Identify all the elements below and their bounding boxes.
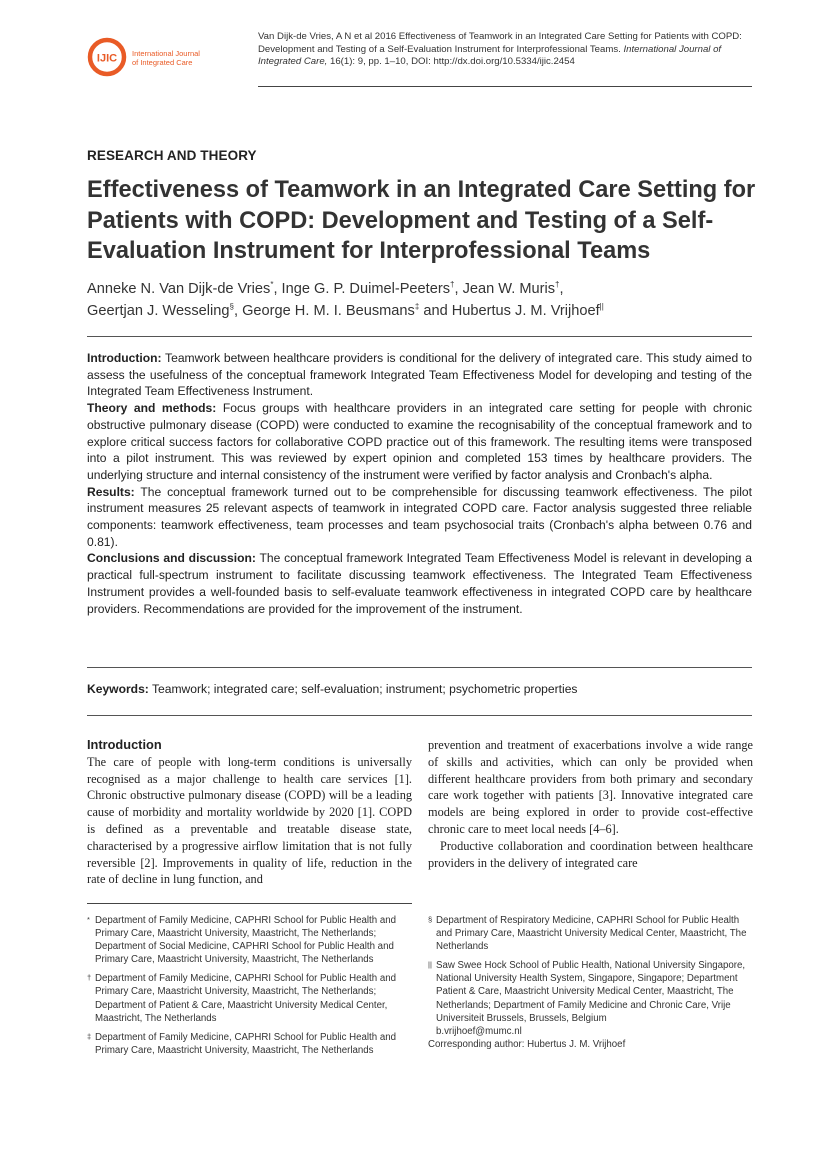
- affiliation-footnote: [87, 972, 412, 1024]
- author-separator: and: [419, 303, 452, 319]
- author-affiliation-mark: †: [450, 280, 455, 290]
- author-list: [87, 278, 767, 322]
- footnote-list: [428, 914, 753, 1025]
- abstract-top-divider: [87, 336, 752, 337]
- abstract-results-text: The conceptual framework turned out to be comprehensible for discussing teamwork effectiveness. The pilot instrument measures 25 relevant aspects of teamwork in integrated COPD care. Factor analysis suggested three reliable components: teamwork effectiveness, team processes and team psychosocial traits (Cronbach's alpha between 0.76 and 0.81).: [87, 484, 752, 549]
- logo-line-2: of Integrated Care: [132, 58, 193, 67]
- corresponding-author: Corresponding author: Hubertus J. M. Vrijhoef: [428, 1038, 626, 1050]
- footnote-mark: *: [87, 915, 90, 924]
- author-name: George H. M. I. Beusmans: [242, 303, 415, 319]
- abstract-conclusions: [87, 550, 752, 617]
- body-column-right: [428, 737, 753, 871]
- author-name: Geertjan J. Wesseling: [87, 303, 230, 319]
- section-label: RESEARCH AND THEORY: [87, 148, 257, 163]
- header-divider: [258, 86, 752, 87]
- abstract: [87, 350, 752, 617]
- author-separator: ,: [273, 281, 282, 297]
- citation-header: [258, 31, 752, 69]
- author-affiliation-mark: ||: [599, 302, 604, 312]
- ijic-logo-icon: [87, 37, 127, 77]
- svg-text:IJIC: IJIC: [96, 52, 118, 65]
- abstract-methods: [87, 400, 752, 484]
- author-affiliation-mark: §: [229, 302, 234, 312]
- abstract-results-label: Results:: [87, 484, 135, 499]
- author-separator: ,: [559, 281, 564, 297]
- author-affiliation-mark: †: [555, 280, 560, 290]
- footnote-text: Saw Swee Hock School of Public Health, National University Singapore, National University Health System, Singapore, Singapore; Department Patient & Care, Maastricht University Medical Center, Maastricht, The Netherlands; Department of Family Medicine and Chronic Care, Vrije Universiteit Brussels, Brussels, Belgium: [436, 960, 746, 1024]
- abstract-conclusions-label: Conclusions and discussion:: [87, 551, 256, 566]
- footnotes-right: [428, 914, 753, 1051]
- footnote-divider: [87, 903, 412, 904]
- keywords: [87, 682, 752, 696]
- author-affiliation-mark: *: [270, 280, 274, 290]
- keywords-top-divider: [87, 667, 752, 668]
- footnote-text: Department of Family Medicine, CAPHRI School for Public Health and Primary Care, Maastricht University, Maastricht, The Netherlands: [95, 1031, 396, 1056]
- contact-email[interactable]: b.vrijhoef@mumc.nl: [436, 1025, 522, 1037]
- footnote-mark: §: [428, 915, 433, 924]
- footnote-text: Department of Family Medicine, CAPHRI School for Public Health and Primary Care, Maastricht University, Maastricht, The Netherlands; Department of Patient & Care, Maastricht University Medical Center, Maastricht, The Netherlands: [95, 973, 396, 1024]
- journal-logo: [87, 37, 202, 81]
- author-name: Hubertus J. M. Vrijhoef: [451, 303, 600, 319]
- footnote-mark: ‡: [87, 1031, 92, 1041]
- affiliation-footnote: [87, 914, 412, 966]
- keywords-text: Teamwork; integrated care; self-evaluation; instrument; psychometric properties: [151, 682, 578, 696]
- abstract-intro-text: Teamwork between healthcare providers is conditional for the delivery of integrated care. This study aimed to assess the usefulness of the conceptual framework Integrated Team Effectiveness Model for developing and testing of the Integrated Team Effectiveness Instrument.: [87, 351, 752, 399]
- author-name: Anneke N. Van Dijk-de Vries: [87, 281, 271, 297]
- footnotes-left: [87, 914, 412, 1063]
- footnote-text: Department of Family Medicine, CAPHRI School for Public Health and Primary Care, Maastricht University, Maastricht, The Netherlands; Department of Social Medicine, CAPHRI School for Public Health and Primary Care, Maastricht University, Maastricht, The Netherlands: [95, 915, 396, 966]
- citation-text: Van Dijk-de Vries, A N et al 2016 Effectiveness of Teamwork in an Integrated Care Setting for Patients with COPD: Development and Testing of a Self-Evaluation Instrument for Interprofessional Teams.: [258, 31, 742, 55]
- affiliation-footnote: [428, 959, 753, 1024]
- affiliation-footnote: [87, 1031, 412, 1057]
- article-title: Effectiveness of Teamwork in an Integrated Care Setting for Patients with COPD: Development and Testing of a Self-Evaluation Instrument for Interprofessional Teams: [87, 177, 756, 264]
- affiliation-footnote: [428, 914, 753, 953]
- citation-volume-doi[interactable]: 16(1): 9, pp. 1–10, DOI: http://dx.doi.org/10.5334/ijic.2454: [330, 56, 575, 67]
- abstract-conclusions-text: The conceptual framework Integrated Team Effectiveness Model is relevant in developing a practical full-spectrum instrument to facilitate discussing teamwork effectiveness. The Integrated Team Effectiveness Instrument provides a well-founded basis to self-evaluate teamwork effectiveness in integrated COPD care by healthcare providers. Recommendations are provided for the improvement of the instrument.: [87, 551, 752, 616]
- keywords-label: Keywords:: [87, 682, 149, 696]
- footnote-text: Department of Respiratory Medicine, CAPHRI School for Public Health and Primary Care, Maastricht University Medical Center, Maastricht, The Netherlands: [436, 915, 747, 953]
- introduction-heading: Introduction: [87, 737, 162, 752]
- logo-line-1: International Journal: [132, 49, 200, 58]
- footnote-mark: †: [87, 973, 92, 983]
- abstract-intro-label: Introduction:: [87, 351, 162, 365]
- body-paragraph: Productive collaboration and coordination between healthcare providers in the delivery of integrated care: [428, 838, 753, 870]
- author-separator: ,: [454, 281, 463, 297]
- footnote-mark: ||: [428, 960, 432, 970]
- body-paragraph: prevention and treatment of exacerbations involve a wide range of skills and activities, which can only be provided when different healthcare providers from both primary and secondary care work together with patients [3]. Innovative integrated care models are being explored in order to provide cost-effective chronic care to meet local needs [4–6].: [428, 738, 753, 836]
- body-column-left: [87, 737, 412, 888]
- abstract-introduction: [87, 350, 752, 400]
- author-affiliation-mark: ‡: [414, 302, 420, 312]
- author-name: Inge G. P. Duimel-Peeters: [281, 281, 450, 297]
- abstract-results: [87, 484, 752, 551]
- abstract-methods-label: Theory and methods:: [87, 401, 217, 416]
- author-separator: ,: [233, 303, 243, 319]
- abstract-methods-text: Focus groups with healthcare providers in an integrated care setting for people with chronic obstructive pulmonary disease (COPD) were conducted to examine the recognisability of the conceptual framework and to explore critical success factors for collaborative COPD practice out of this framework. The resulting items were transposed into a pilot instrument. This was reviewed by expert opinion and completed 153 times by healthcare providers. The underlying structure and internal consistency of the instrument were verified by factor analysis and Cronbach's alpha.: [87, 401, 752, 482]
- citation-journal: International Journal of Integrated Care,: [258, 43, 722, 67]
- keywords-bottom-divider: [87, 715, 752, 716]
- author-name: Jean W. Muris: [462, 281, 556, 297]
- body-paragraph: The care of people with long-term conditions is universally recognised as a major challenge to health care services [1]. Chronic obstructive pulmonary disease (COPD) will be a leading cause of morbidity and mortality worldwide by 2020 [1]. COPD is defined as a preventable and treatable disease state, characterised by a progressive airflow limitation that is not fully reversible [2]. Improvements in quality of life, reduction in the rate of decline in lung function, and: [87, 754, 412, 887]
